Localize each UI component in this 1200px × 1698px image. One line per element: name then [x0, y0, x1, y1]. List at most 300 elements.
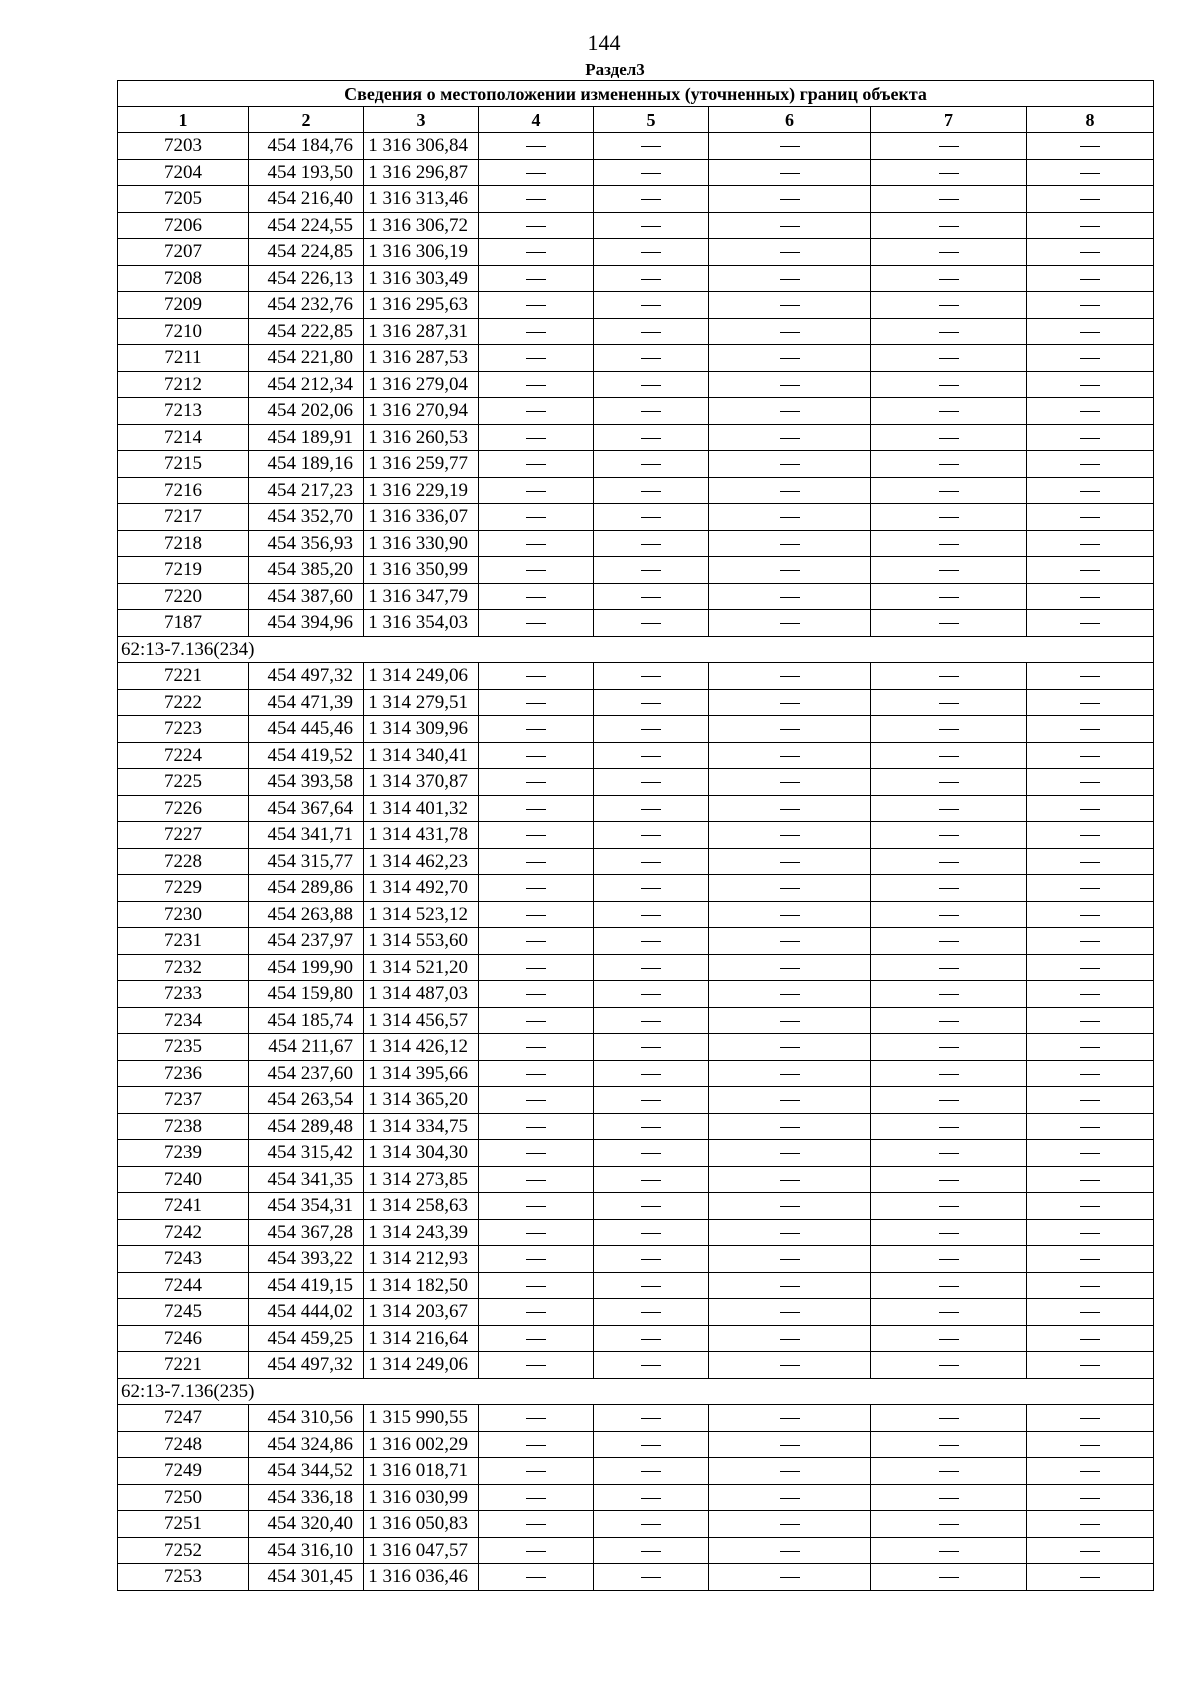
dash-mark	[939, 1551, 959, 1552]
empty-value-cell	[479, 1537, 594, 1564]
empty-value-cell	[479, 954, 594, 981]
dash-mark	[526, 1365, 546, 1366]
empty-value-cell	[594, 1087, 709, 1114]
dash-mark	[1080, 809, 1100, 810]
empty-value-cell	[709, 1060, 871, 1087]
empty-value-cell	[479, 1140, 594, 1167]
dash-mark	[1080, 279, 1100, 280]
empty-value-cell	[479, 1564, 594, 1591]
empty-value-cell	[1027, 1272, 1154, 1299]
dash-mark	[780, 358, 800, 359]
empty-value-cell	[871, 186, 1027, 213]
empty-value-cell	[709, 901, 871, 928]
dash-mark	[641, 968, 661, 969]
dash-mark	[1080, 146, 1100, 147]
empty-value-cell	[1027, 477, 1154, 504]
point-number-cell: 7206	[118, 212, 249, 239]
dash-mark	[780, 756, 800, 757]
empty-value-cell	[594, 663, 709, 690]
table-row	[118, 1511, 1154, 1538]
empty-value-cell	[709, 1299, 871, 1326]
dash-mark	[526, 1551, 546, 1552]
x-coordinate-cell: 454 497,32	[249, 1352, 364, 1379]
y-coordinate-cell: 1 314 340,41	[364, 742, 479, 769]
dash-mark	[780, 464, 800, 465]
table-row	[118, 1458, 1154, 1485]
x-coordinate-cell: 454 222,85	[249, 318, 364, 345]
dash-mark	[526, 1074, 546, 1075]
empty-value-cell	[1027, 212, 1154, 239]
dash-mark	[641, 994, 661, 995]
dash-mark	[780, 1524, 800, 1525]
empty-value-cell	[479, 1272, 594, 1299]
empty-value-cell	[479, 530, 594, 557]
empty-value-cell	[594, 1458, 709, 1485]
group-row	[118, 636, 1154, 663]
dash-mark	[641, 1233, 661, 1234]
empty-value-cell	[1027, 1246, 1154, 1273]
dash-mark	[780, 729, 800, 730]
table-row	[118, 901, 1154, 928]
dash-mark	[780, 517, 800, 518]
empty-value-cell	[594, 1246, 709, 1273]
dash-mark	[526, 411, 546, 412]
y-coordinate-cell: 1 314 487,03	[364, 981, 479, 1008]
section-label: Раздел3	[585, 60, 645, 79]
dash-mark	[526, 1339, 546, 1340]
y-coordinate-cell: 1 314 370,87	[364, 769, 479, 796]
dash-mark	[641, 332, 661, 333]
point-number-cell: 7227	[118, 822, 249, 849]
y-coordinate-cell: 1 316 296,87	[364, 159, 479, 186]
empty-value-cell	[871, 1193, 1027, 1220]
x-coordinate-cell: 454 217,23	[249, 477, 364, 504]
dash-mark	[1080, 173, 1100, 174]
empty-value-cell	[871, 1431, 1027, 1458]
empty-value-cell	[479, 371, 594, 398]
empty-value-cell	[709, 1113, 871, 1140]
x-coordinate-cell: 454 224,55	[249, 212, 364, 239]
empty-value-cell	[871, 504, 1027, 531]
dash-mark	[526, 1259, 546, 1260]
empty-value-cell	[594, 1325, 709, 1352]
y-coordinate-cell: 1 314 521,20	[364, 954, 479, 981]
dash-mark	[526, 1577, 546, 1578]
y-coordinate-cell: 1 314 553,60	[364, 928, 479, 955]
table-row	[118, 133, 1154, 160]
x-coordinate-cell: 454 352,70	[249, 504, 364, 531]
dash-mark	[939, 1577, 959, 1578]
empty-value-cell	[871, 318, 1027, 345]
point-number-cell: 7239	[118, 1140, 249, 1167]
dash-mark	[1080, 1074, 1100, 1075]
empty-value-cell	[709, 1325, 871, 1352]
dash-mark	[780, 703, 800, 704]
empty-value-cell	[594, 451, 709, 478]
dash-mark	[939, 252, 959, 253]
empty-value-cell	[709, 1193, 871, 1220]
dash-mark	[641, 809, 661, 810]
empty-value-cell	[594, 1511, 709, 1538]
dash-mark	[780, 1498, 800, 1499]
point-number-cell: 7217	[118, 504, 249, 531]
empty-value-cell	[594, 1034, 709, 1061]
empty-value-cell	[871, 398, 1027, 425]
x-coordinate-cell: 454 393,58	[249, 769, 364, 796]
empty-value-cell	[871, 716, 1027, 743]
table-row	[118, 1484, 1154, 1511]
empty-value-cell	[594, 1272, 709, 1299]
dash-mark	[1080, 199, 1100, 200]
point-number-cell: 7226	[118, 795, 249, 822]
y-coordinate-cell: 1 314 492,70	[364, 875, 479, 902]
dash-mark	[780, 994, 800, 995]
empty-value-cell	[1027, 1511, 1154, 1538]
empty-value-cell	[594, 689, 709, 716]
y-coordinate-cell: 1 314 279,51	[364, 689, 479, 716]
dash-mark	[1080, 1339, 1100, 1340]
empty-value-cell	[594, 345, 709, 372]
dash-mark	[939, 1312, 959, 1313]
dash-mark	[641, 491, 661, 492]
empty-value-cell	[871, 981, 1027, 1008]
dash-mark	[526, 1021, 546, 1022]
table-row	[118, 610, 1154, 637]
dash-mark	[939, 1021, 959, 1022]
dash-mark	[780, 1339, 800, 1340]
table-row	[118, 663, 1154, 690]
dash-mark	[641, 703, 661, 704]
dash-mark	[641, 1471, 661, 1472]
empty-value-cell	[479, 451, 594, 478]
dash-mark	[1080, 385, 1100, 386]
dash-mark	[939, 756, 959, 757]
empty-value-cell	[1027, 1352, 1154, 1379]
empty-value-cell	[871, 1458, 1027, 1485]
empty-value-cell	[594, 1299, 709, 1326]
empty-value-cell	[871, 1564, 1027, 1591]
table-row	[118, 265, 1154, 292]
point-number-cell: 7242	[118, 1219, 249, 1246]
point-number-cell: 7235	[118, 1034, 249, 1061]
dash-mark	[641, 358, 661, 359]
dash-mark	[641, 1206, 661, 1207]
empty-value-cell	[709, 875, 871, 902]
empty-value-cell	[1027, 610, 1154, 637]
empty-value-cell	[594, 583, 709, 610]
point-number-cell: 7219	[118, 557, 249, 584]
column-header: 5	[594, 107, 709, 133]
point-number-cell: 7210	[118, 318, 249, 345]
empty-value-cell	[1027, 1431, 1154, 1458]
dash-mark	[780, 1047, 800, 1048]
dash-mark	[1080, 1577, 1100, 1578]
dash-mark	[939, 491, 959, 492]
table-row	[118, 1431, 1154, 1458]
dash-mark	[641, 782, 661, 783]
dash-mark	[641, 1074, 661, 1075]
empty-value-cell	[709, 186, 871, 213]
x-coordinate-cell: 454 419,15	[249, 1272, 364, 1299]
point-number-cell: 7241	[118, 1193, 249, 1220]
empty-value-cell	[709, 239, 871, 266]
point-number-cell: 7224	[118, 742, 249, 769]
point-number-cell: 7204	[118, 159, 249, 186]
table-row	[118, 1193, 1154, 1220]
dash-mark	[1080, 1551, 1100, 1552]
table-row	[118, 504, 1154, 531]
table-row	[118, 345, 1154, 372]
empty-value-cell	[594, 371, 709, 398]
table-row	[118, 1299, 1154, 1326]
y-coordinate-cell: 1 314 258,63	[364, 1193, 479, 1220]
empty-value-cell	[709, 1219, 871, 1246]
dash-mark	[939, 385, 959, 386]
dash-mark	[526, 1445, 546, 1446]
y-coordinate-cell: 1 314 243,39	[364, 1219, 479, 1246]
table-row	[118, 981, 1154, 1008]
empty-value-cell	[479, 133, 594, 160]
empty-value-cell	[709, 1564, 871, 1591]
x-coordinate-cell: 454 224,85	[249, 239, 364, 266]
x-coordinate-cell: 454 367,64	[249, 795, 364, 822]
dash-mark	[526, 623, 546, 624]
table-row	[118, 928, 1154, 955]
empty-value-cell	[479, 716, 594, 743]
table-row	[118, 424, 1154, 451]
y-coordinate-cell: 1 316 295,63	[364, 292, 479, 319]
dash-mark	[641, 1100, 661, 1101]
empty-value-cell	[594, 1537, 709, 1564]
empty-value-cell	[1027, 292, 1154, 319]
y-coordinate-cell: 1 316 270,94	[364, 398, 479, 425]
dash-mark	[641, 385, 661, 386]
empty-value-cell	[479, 848, 594, 875]
dash-mark	[780, 1233, 800, 1234]
x-coordinate-cell: 454 202,06	[249, 398, 364, 425]
dash-mark	[939, 994, 959, 995]
empty-value-cell	[871, 1087, 1027, 1114]
dash-mark	[1080, 358, 1100, 359]
dash-mark	[1080, 729, 1100, 730]
dash-mark	[1080, 1153, 1100, 1154]
empty-value-cell	[871, 424, 1027, 451]
dash-mark	[1080, 411, 1100, 412]
x-coordinate-cell: 454 193,50	[249, 159, 364, 186]
group-label: 62:13-7.136(235)	[118, 1378, 1154, 1405]
empty-value-cell	[1027, 1484, 1154, 1511]
empty-value-cell	[871, 1166, 1027, 1193]
dash-mark	[1080, 544, 1100, 545]
empty-value-cell	[871, 1484, 1027, 1511]
dash-mark	[939, 1471, 959, 1472]
dash-mark	[939, 703, 959, 704]
table-row	[118, 1246, 1154, 1273]
dash-mark	[526, 1524, 546, 1525]
dash-mark	[526, 756, 546, 757]
table-row	[118, 1405, 1154, 1432]
x-coordinate-cell: 454 263,54	[249, 1087, 364, 1114]
empty-value-cell	[479, 239, 594, 266]
dash-mark	[780, 279, 800, 280]
group-label: 62:13-7.136(234)	[118, 636, 1154, 663]
empty-value-cell	[594, 954, 709, 981]
empty-value-cell	[709, 848, 871, 875]
dash-mark	[641, 173, 661, 174]
empty-value-cell	[1027, 769, 1154, 796]
dash-mark	[780, 411, 800, 412]
dash-mark	[939, 358, 959, 359]
empty-value-cell	[479, 292, 594, 319]
empty-value-cell	[709, 769, 871, 796]
x-coordinate-cell: 454 216,40	[249, 186, 364, 213]
dash-mark	[1080, 1259, 1100, 1260]
y-coordinate-cell: 1 314 426,12	[364, 1034, 479, 1061]
dash-mark	[780, 1471, 800, 1472]
empty-value-cell	[1027, 663, 1154, 690]
dash-mark	[939, 1153, 959, 1154]
y-coordinate-cell: 1 314 216,64	[364, 1325, 479, 1352]
x-coordinate-cell: 454 237,60	[249, 1060, 364, 1087]
x-coordinate-cell: 454 315,42	[249, 1140, 364, 1167]
dash-mark	[939, 544, 959, 545]
y-coordinate-cell: 1 316 002,29	[364, 1431, 479, 1458]
dash-mark	[780, 385, 800, 386]
empty-value-cell	[479, 1007, 594, 1034]
x-coordinate-cell: 454 393,22	[249, 1246, 364, 1273]
point-number-cell: 7250	[118, 1484, 249, 1511]
y-coordinate-cell: 1 316 287,53	[364, 345, 479, 372]
table-row	[118, 1166, 1154, 1193]
table-row	[118, 795, 1154, 822]
empty-value-cell	[871, 1034, 1027, 1061]
dash-mark	[780, 1312, 800, 1313]
dash-mark	[526, 888, 546, 889]
table-row	[118, 239, 1154, 266]
dash-mark	[526, 544, 546, 545]
x-coordinate-cell: 454 316,10	[249, 1537, 364, 1564]
empty-value-cell	[1027, 1219, 1154, 1246]
y-coordinate-cell: 1 316 303,49	[364, 265, 479, 292]
dash-mark	[641, 915, 661, 916]
empty-value-cell	[594, 186, 709, 213]
dash-mark	[526, 1418, 546, 1419]
empty-value-cell	[594, 159, 709, 186]
empty-value-cell	[594, 1405, 709, 1432]
x-coordinate-cell: 454 199,90	[249, 954, 364, 981]
x-coordinate-cell: 454 211,67	[249, 1034, 364, 1061]
dash-mark	[641, 1577, 661, 1578]
dash-mark	[641, 729, 661, 730]
dash-mark	[780, 915, 800, 916]
empty-value-cell	[1027, 371, 1154, 398]
dash-mark	[780, 1127, 800, 1128]
dash-mark	[526, 1153, 546, 1154]
empty-value-cell	[871, 875, 1027, 902]
dash-mark	[1080, 888, 1100, 889]
y-coordinate-cell: 1 316 047,57	[364, 1537, 479, 1564]
point-number-cell: 7245	[118, 1299, 249, 1326]
empty-value-cell	[871, 133, 1027, 160]
empty-value-cell	[709, 557, 871, 584]
dash-mark	[641, 570, 661, 571]
y-coordinate-cell: 1 316 354,03	[364, 610, 479, 637]
dash-mark	[526, 1286, 546, 1287]
point-number-cell: 7208	[118, 265, 249, 292]
dash-mark	[780, 570, 800, 571]
table-row	[118, 371, 1154, 398]
x-coordinate-cell: 454 497,32	[249, 663, 364, 690]
empty-value-cell	[479, 212, 594, 239]
dash-mark	[526, 703, 546, 704]
point-number-cell: 7230	[118, 901, 249, 928]
point-number-cell: 7225	[118, 769, 249, 796]
empty-value-cell	[871, 530, 1027, 557]
dash-mark	[526, 835, 546, 836]
empty-value-cell	[479, 981, 594, 1008]
empty-value-cell	[594, 901, 709, 928]
empty-value-cell	[594, 557, 709, 584]
empty-value-cell	[871, 795, 1027, 822]
dash-mark	[780, 1551, 800, 1552]
point-number-cell: 7216	[118, 477, 249, 504]
dash-mark	[780, 1286, 800, 1287]
point-number-cell: 7207	[118, 239, 249, 266]
dash-mark	[526, 517, 546, 518]
empty-value-cell	[479, 1325, 594, 1352]
dash-mark	[641, 623, 661, 624]
empty-value-cell	[709, 583, 871, 610]
dash-mark	[939, 597, 959, 598]
dash-mark	[939, 146, 959, 147]
dash-mark	[526, 1312, 546, 1313]
y-coordinate-cell: 1 314 304,30	[364, 1140, 479, 1167]
empty-value-cell	[1027, 689, 1154, 716]
empty-value-cell	[479, 610, 594, 637]
empty-value-cell	[709, 1352, 871, 1379]
empty-value-cell	[1027, 345, 1154, 372]
empty-value-cell	[479, 1060, 594, 1087]
y-coordinate-cell: 1 314 273,85	[364, 1166, 479, 1193]
point-number-cell: 7211	[118, 345, 249, 372]
y-coordinate-cell: 1 314 462,23	[364, 848, 479, 875]
dash-mark	[526, 1100, 546, 1101]
y-coordinate-cell: 1 316 330,90	[364, 530, 479, 557]
dash-mark	[526, 279, 546, 280]
dash-mark	[939, 1418, 959, 1419]
dash-mark	[780, 888, 800, 889]
empty-value-cell	[594, 1431, 709, 1458]
dash-mark	[939, 438, 959, 439]
point-number-cell: 7240	[118, 1166, 249, 1193]
y-coordinate-cell: 1 316 050,83	[364, 1511, 479, 1538]
y-coordinate-cell: 1 314 249,06	[364, 1352, 479, 1379]
empty-value-cell	[479, 1246, 594, 1273]
empty-value-cell	[871, 1113, 1027, 1140]
empty-value-cell	[871, 292, 1027, 319]
dash-mark	[780, 305, 800, 306]
dash-mark	[939, 915, 959, 916]
empty-value-cell	[871, 1246, 1027, 1273]
empty-value-cell	[709, 451, 871, 478]
empty-value-cell	[594, 1564, 709, 1591]
x-coordinate-cell: 454 385,20	[249, 557, 364, 584]
dash-mark	[939, 570, 959, 571]
dash-mark	[939, 1233, 959, 1234]
dash-mark	[1080, 1100, 1100, 1101]
empty-value-cell	[709, 345, 871, 372]
empty-value-cell	[1027, 1166, 1154, 1193]
